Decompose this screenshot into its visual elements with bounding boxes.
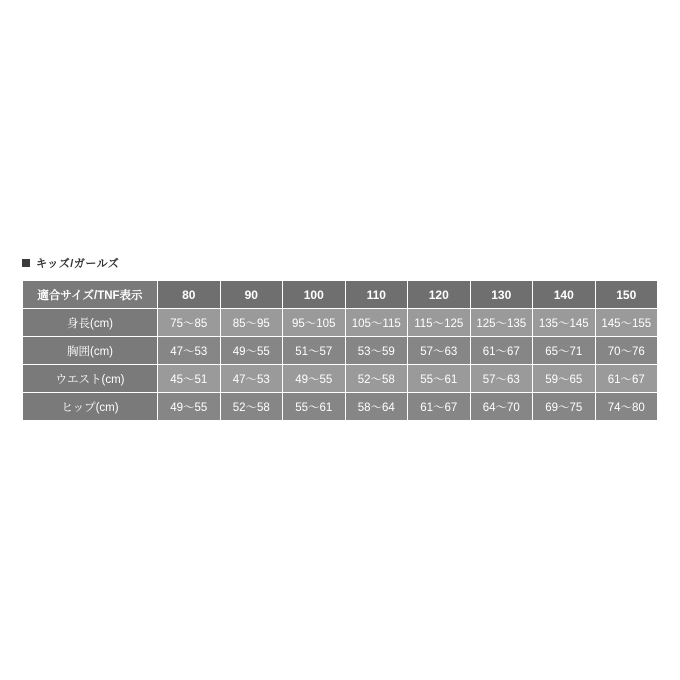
size-header-110: 110 (345, 281, 408, 309)
cell-height-110: 105〜115 (345, 309, 408, 337)
size-header-120: 120 (408, 281, 471, 309)
table-row (23, 365, 658, 393)
cell-chest-130: 61〜67 (470, 337, 533, 365)
cell-hip-80: 49〜55 (158, 393, 221, 421)
cell-height-80: 75〜85 (158, 309, 221, 337)
cell-chest-110: 53〜59 (345, 337, 408, 365)
cell-height-120: 115〜125 (408, 309, 471, 337)
cell-chest-120: 57〜63 (408, 337, 471, 365)
size-table-container (22, 280, 658, 421)
cell-waist-130: 57〜63 (470, 365, 533, 393)
table-header-row (23, 281, 658, 309)
size-header-130: 130 (470, 281, 533, 309)
table-row (23, 393, 658, 421)
chart-caption (22, 255, 119, 271)
cell-waist-110: 52〜58 (345, 365, 408, 393)
size-header-150: 150 (595, 281, 658, 309)
cell-hip-130: 64〜70 (470, 393, 533, 421)
table-corner-header: 適合サイズ/TNF表示 (23, 281, 158, 309)
cell-height-100: 95〜105 (283, 309, 346, 337)
cell-height-90: 85〜95 (220, 309, 283, 337)
cell-hip-90: 52〜58 (220, 393, 283, 421)
cell-hip-140: 69〜75 (533, 393, 596, 421)
size-header-90: 90 (220, 281, 283, 309)
table-row (23, 337, 658, 365)
cell-height-150: 145〜155 (595, 309, 658, 337)
size-header-100: 100 (283, 281, 346, 309)
cell-waist-80: 45〜51 (158, 365, 221, 393)
cell-waist-140: 59〜65 (533, 365, 596, 393)
cell-height-130: 125〜135 (470, 309, 533, 337)
row-label-waist: ウエスト(cm) (23, 365, 158, 393)
size-header-80: 80 (158, 281, 221, 309)
size-table (22, 280, 658, 421)
cell-waist-90: 47〜53 (220, 365, 283, 393)
row-label-hip: ヒップ(cm) (23, 393, 158, 421)
cell-chest-90: 49〜55 (220, 337, 283, 365)
cell-hip-120: 61〜67 (408, 393, 471, 421)
cell-chest-150: 70〜76 (595, 337, 658, 365)
table-row (23, 309, 658, 337)
cell-waist-150: 61〜67 (595, 365, 658, 393)
cell-waist-100: 49〜55 (283, 365, 346, 393)
size-header-140: 140 (533, 281, 596, 309)
cell-chest-140: 65〜71 (533, 337, 596, 365)
caption-label: キッズ/ガールズ (36, 258, 120, 270)
cell-waist-120: 55〜61 (408, 365, 471, 393)
cell-hip-110: 58〜64 (345, 393, 408, 421)
row-label-chest: 胸囲(cm) (23, 337, 158, 365)
cell-hip-100: 55〜61 (283, 393, 346, 421)
cell-chest-100: 51〜57 (283, 337, 346, 365)
cell-chest-80: 47〜53 (158, 337, 221, 365)
row-label-height: 身長(cm) (23, 309, 158, 337)
cell-height-140: 135〜145 (533, 309, 596, 337)
square-bullet-icon (22, 259, 30, 267)
cell-hip-150: 74〜80 (595, 393, 658, 421)
